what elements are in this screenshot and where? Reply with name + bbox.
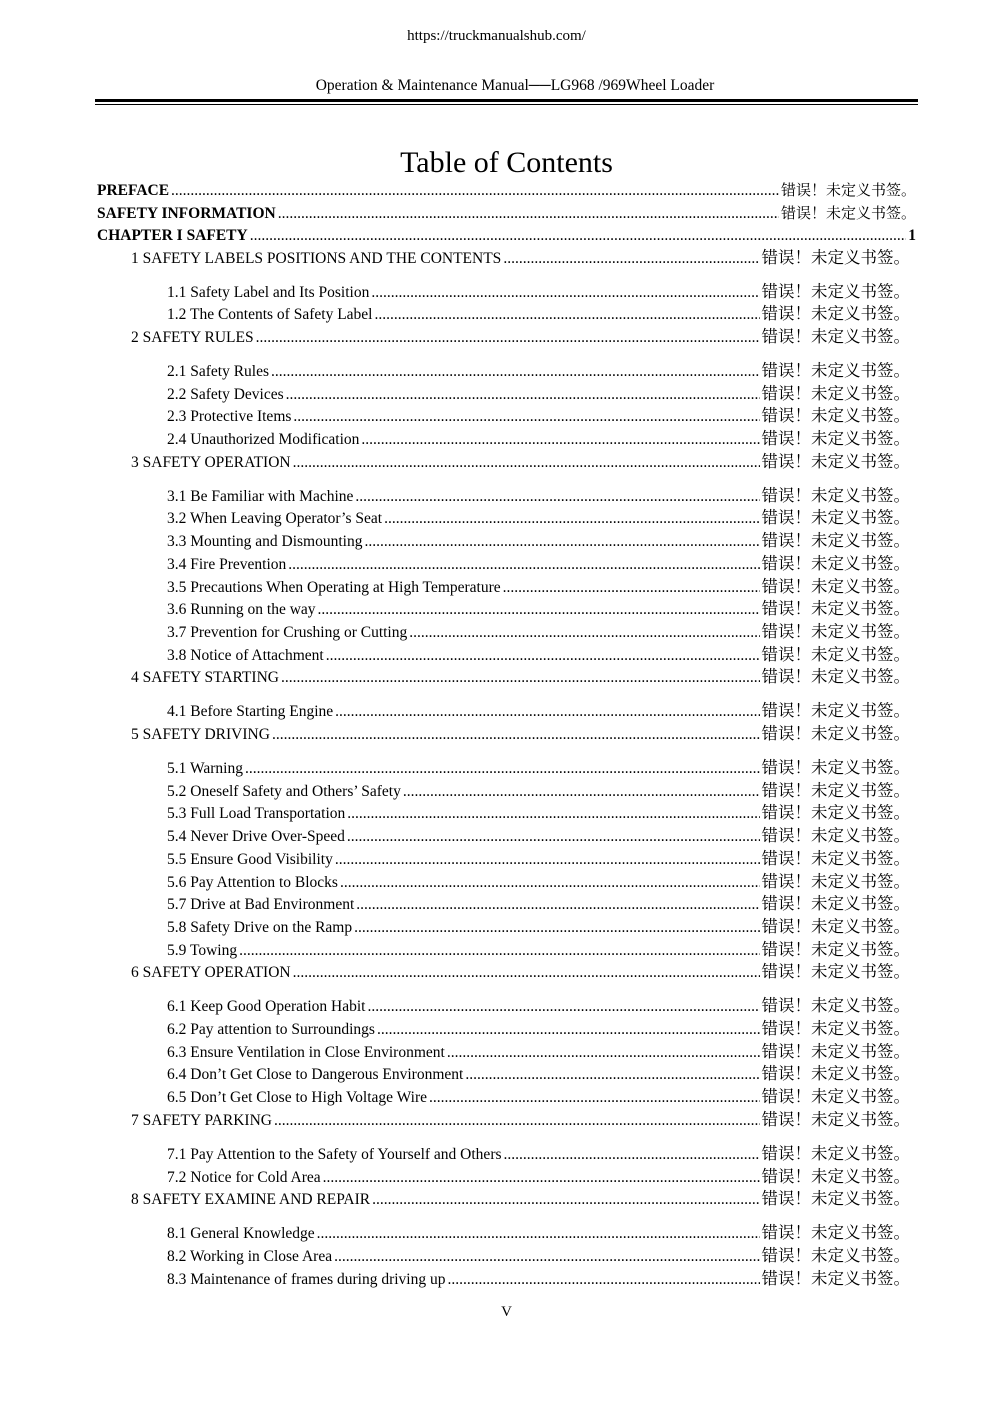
dot-leader — [503, 577, 760, 599]
toc-entry-6-4[interactable] — [167, 1063, 910, 1085]
dot-leader — [326, 645, 760, 667]
toc-entry-page: 错误！未定义书签。 — [761, 996, 910, 1015]
toc-entry-page: 错误！未定义书签。 — [761, 940, 910, 959]
dot-leader — [403, 781, 760, 803]
toc-entry-3-8[interactable] — [167, 644, 910, 666]
toc-entry-page: 错误！未定义书签。 — [761, 406, 910, 425]
toc-entry-section-8[interactable] — [131, 1188, 910, 1210]
dot-leader — [364, 531, 759, 553]
dot-leader — [384, 508, 759, 530]
toc-entry-2-2[interactable] — [167, 383, 910, 405]
toc-entry-label: 5.1 Warning — [167, 760, 243, 777]
toc-entry-6-2[interactable] — [167, 1018, 910, 1040]
toc-entry-label: 6.3 Ensure Ventilation in Close Environment — [167, 1044, 445, 1061]
toc-entry-5-1[interactable] — [167, 757, 910, 779]
toc-entry-5-9[interactable] — [167, 939, 910, 961]
toc-entry-page: 错误！未定义书签。 — [761, 667, 910, 686]
toc-entry-label: 6.4 Don’t Get Close to Dangerous Environment — [167, 1066, 464, 1083]
dot-leader — [504, 1144, 760, 1166]
toc-entry-label: 3.1 Be Familiar with Machine — [167, 488, 354, 505]
toc-entry-label: SAFETY INFORMATION — [97, 205, 276, 222]
dot-leader — [374, 304, 759, 326]
toc-entry-page: 错误！未定义书签。 — [761, 758, 910, 777]
toc-entry-page: 错误！未定义书签。 — [761, 1246, 910, 1265]
dot-leader — [354, 917, 759, 939]
dot-leader — [271, 361, 759, 383]
toc-entry-5-2[interactable] — [167, 780, 910, 802]
dot-leader — [409, 622, 759, 644]
toc-entry-2-1[interactable] — [167, 360, 910, 382]
source-url: https://truckmanualshub.com/ — [407, 28, 586, 44]
toc-entry-5-3[interactable] — [167, 802, 910, 824]
toc-entry-5-5[interactable] — [167, 848, 910, 870]
toc-entry-label: 5.8 Safety Drive on the Ramp — [167, 919, 353, 936]
toc-entry-page: 错误！未定义书签。 — [761, 1042, 910, 1061]
toc-entry-section-6[interactable] — [131, 961, 910, 983]
dot-leader — [274, 1110, 760, 1132]
toc-entry-5-8[interactable] — [167, 916, 910, 938]
toc-entry-5-7[interactable] — [167, 893, 910, 915]
toc-entry-page: 错误！未定义书签。 — [761, 826, 910, 845]
toc-entry-label: 8 SAFETY EXAMINE AND REPAIR — [131, 1191, 371, 1208]
dot-leader — [355, 486, 759, 508]
toc-entry-page: 错误！未定义书签。 — [761, 599, 910, 618]
toc-entry-preface[interactable] — [97, 180, 916, 202]
toc-entry-section-2[interactable] — [131, 326, 910, 348]
toc-entry-3-4[interactable] — [167, 553, 910, 575]
toc-entry-label: 3.4 Fire Prevention — [167, 556, 287, 573]
toc-entry-5-4[interactable] — [167, 825, 910, 847]
toc-entry-label: 3 SAFETY OPERATION — [131, 454, 291, 471]
dot-leader — [293, 962, 760, 984]
toc-entry-label: 4.1 Before Starting Engine — [167, 703, 334, 720]
dot-leader — [340, 872, 760, 894]
toc-entry-label: 6 SAFETY OPERATION — [131, 964, 291, 981]
toc-entry-page: 错误！未定义书签。 — [761, 803, 910, 822]
toc-entry-section-7[interactable] — [131, 1109, 910, 1131]
running-header: Operation & Maintenance Manual──LG968 /969Wheel Loader — [315, 77, 715, 94]
toc-entry-page: 错误！未定义书签。 — [761, 452, 910, 471]
toc-entry-page: 错误！未定义书签。 — [761, 724, 910, 743]
dot-leader — [286, 384, 760, 406]
toc-entry-label: 2.2 Safety Devices — [167, 386, 284, 403]
toc-entry-label: 1.1 Safety Label and Its Position — [167, 284, 370, 301]
dot-leader — [317, 1223, 760, 1245]
toc-entry-page: 错误！未定义书签。 — [761, 645, 910, 664]
toc-entry-label: 6.1 Keep Good Operation Habit — [167, 998, 366, 1015]
toc-entry-2-4[interactable] — [167, 428, 910, 450]
dot-leader — [272, 724, 760, 746]
toc-entry-page: 错误！未定义书签。 — [761, 508, 910, 527]
toc-entry-page: 错误！未定义书签。 — [761, 962, 910, 981]
toc-entry-label: 6.2 Pay attention to Surroundings — [167, 1021, 375, 1038]
dot-leader — [256, 327, 760, 349]
toc-entry-label: 3.6 Running on the way — [167, 601, 316, 618]
toc-entry-8-3[interactable] — [167, 1268, 910, 1290]
toc-entry-label: 3.7 Prevention for Crushing or Cutting — [167, 624, 408, 641]
dot-leader — [361, 429, 759, 451]
dot-leader — [250, 225, 907, 247]
toc-entry-5-6[interactable] — [167, 871, 910, 893]
toc-entry-1-1[interactable] — [167, 281, 910, 303]
toc-entry-label: 7.1 Pay Attention to the Safety of Yourself and Others — [167, 1146, 502, 1163]
dot-leader — [323, 1167, 760, 1189]
toc-entry-chapter-1[interactable] — [97, 225, 916, 247]
toc-entry-page: 错误！未定义书签。 — [761, 1189, 910, 1208]
toc-entry-page: 错误！未定义书签。 — [761, 1019, 910, 1038]
dot-leader — [293, 406, 759, 428]
dot-leader — [335, 701, 759, 723]
dot-leader — [278, 203, 779, 225]
toc-entry-label: 5.6 Pay Attention to Blocks — [167, 874, 338, 891]
dot-leader — [503, 248, 759, 270]
toc-entry-page: 错误！未定义书签。 — [761, 1223, 910, 1242]
toc-entry-page: 错误！未定义书签。 — [780, 183, 916, 199]
dot-leader — [288, 554, 759, 576]
dot-leader — [335, 849, 760, 871]
dot-leader — [347, 826, 760, 848]
toc-entry-3-1[interactable] — [167, 485, 910, 507]
toc-entry-page: 错误！未定义书签。 — [761, 327, 910, 346]
toc-entry-label: 3.3 Mounting and Dismounting — [167, 533, 363, 550]
toc-entry-label: 5.3 Full Load Transportation — [167, 805, 346, 822]
toc-entry-3-3[interactable] — [167, 530, 910, 552]
toc-entry-page: 错误！未定义书签。 — [761, 429, 910, 448]
dot-leader — [356, 894, 759, 916]
toc-entry-label: 5.2 Oneself Safety and Others’ Safety — [167, 783, 401, 800]
toc-entry-page: 错误！未定义书签。 — [780, 206, 916, 222]
toc-entry-safety-information[interactable] — [97, 203, 916, 225]
toc-entry-page: 错误！未定义书签。 — [761, 1269, 910, 1288]
toc-entry-page: 错误！未定义书签。 — [761, 1110, 910, 1129]
header-rule-thin — [95, 104, 918, 105]
toc-entry-label: 5 SAFETY DRIVING — [131, 726, 270, 743]
toc-entry-3-6[interactable] — [167, 598, 910, 620]
toc-entry-label: 5.5 Ensure Good Visibility — [167, 851, 333, 868]
toc-entry-6-3[interactable] — [167, 1041, 910, 1063]
toc-entry-page: 错误！未定义书签。 — [761, 622, 910, 641]
toc-entry-label: 5.9 Towing — [167, 942, 238, 959]
toc-entry-page: 错误！未定义书签。 — [761, 1087, 910, 1106]
toc-entry-label: 5.7 Drive at Bad Environment — [167, 896, 355, 913]
toc-entry-8-1[interactable] — [167, 1222, 910, 1244]
toc-entry-7-2[interactable] — [167, 1166, 910, 1188]
toc-entry-page: 错误！未定义书签。 — [761, 531, 910, 550]
toc-entry-label: 8.3 Maintenance of frames during driving up — [167, 1271, 446, 1288]
toc-entry-page: 错误！未定义书签。 — [761, 894, 910, 913]
toc-entry-page: 错误！未定义书签。 — [761, 554, 910, 573]
dot-leader — [171, 180, 779, 202]
toc-entry-label: 5.4 Never Drive Over-Speed — [167, 828, 345, 845]
dot-leader — [377, 1019, 760, 1041]
dot-leader — [429, 1087, 760, 1109]
toc-entry-8-2[interactable] — [167, 1245, 910, 1267]
toc-entry-label: CHAPTER I SAFETY — [97, 227, 248, 244]
toc-entry-page: 错误！未定义书签。 — [761, 701, 910, 720]
toc-entry-label: 6.5 Don’t Get Close to High Voltage Wire — [167, 1089, 427, 1106]
toc-entry-6-5[interactable] — [167, 1086, 910, 1108]
toc-entry-4-1[interactable] — [167, 700, 910, 722]
dot-leader — [334, 1246, 759, 1268]
toc-entry-page: 1 — [908, 227, 916, 244]
toc-entry-label: 2 SAFETY RULES — [131, 329, 254, 346]
dot-leader — [318, 599, 760, 621]
toc-entry-page: 错误！未定义书签。 — [761, 1064, 910, 1083]
toc-entry-section-4[interactable] — [131, 666, 910, 688]
toc-entry-page: 错误！未定义书签。 — [761, 248, 910, 267]
toc-entry-page: 错误！未定义书签。 — [761, 486, 910, 505]
toc-entry-page: 错误！未定义书签。 — [761, 917, 910, 936]
dot-leader — [371, 282, 759, 304]
toc-entry-label: 3.2 When Leaving Operator’s Seat — [167, 510, 383, 527]
dot-leader — [293, 452, 760, 474]
toc-entry-section-5[interactable] — [131, 723, 910, 745]
dot-leader — [447, 1042, 760, 1064]
toc-entry-label: 2.3 Protective Items — [167, 408, 292, 425]
toc-entry-3-7[interactable] — [167, 621, 910, 643]
toc-entry-label: 7 SAFETY PARKING — [131, 1112, 272, 1129]
toc-entry-label: 3.5 Precautions When Operating at High Temperature — [167, 579, 501, 596]
dot-leader — [239, 940, 759, 962]
toc-entry-page: 错误！未定义书签。 — [761, 304, 910, 323]
dot-leader — [367, 996, 759, 1018]
toc-entry-label: 7.2 Notice for Cold Area — [167, 1169, 321, 1186]
header-rule-thick — [95, 99, 918, 102]
dot-leader — [465, 1064, 759, 1086]
dot-leader — [347, 803, 759, 825]
toc-entry-page: 错误！未定义书签。 — [761, 1167, 910, 1186]
toc-title: Table of Contents — [400, 146, 613, 179]
dot-leader — [245, 758, 760, 780]
page-number: V — [501, 1304, 512, 1320]
toc-entry-1-2[interactable] — [167, 303, 910, 325]
toc-entry-label: 4 SAFETY STARTING — [131, 669, 279, 686]
dot-leader — [372, 1189, 759, 1211]
toc-entry-page: 错误！未定义书签。 — [761, 282, 910, 301]
toc-entry-section-3[interactable] — [131, 451, 910, 473]
toc-entry-page: 错误！未定义书签。 — [761, 849, 910, 868]
toc-entry-label: 3.8 Notice of Attachment — [167, 647, 324, 664]
toc-entry-6-1[interactable] — [167, 995, 910, 1017]
toc-entry-label: 1.2 The Contents of Safety Label — [167, 306, 373, 323]
toc-entry-label: 1 SAFETY LABELS POSITIONS AND THE CONTENTS — [131, 250, 502, 267]
dot-leader — [448, 1269, 760, 1291]
toc-entry-label: PREFACE — [97, 182, 170, 199]
toc-entry-label: 8.2 Working in Close Area — [167, 1248, 333, 1265]
toc-entry-page: 错误！未定义书签。 — [761, 384, 910, 403]
toc-entry-2-3[interactable] — [167, 405, 910, 427]
toc-entry-3-2[interactable] — [167, 507, 910, 529]
toc-entry-page: 错误！未定义书签。 — [761, 361, 910, 380]
toc-entry-section-1[interactable] — [131, 247, 910, 269]
toc-entry-page: 错误！未定义书签。 — [761, 1144, 910, 1163]
toc-entry-label: 8.1 General Knowledge — [167, 1225, 315, 1242]
toc-entry-7-1[interactable] — [167, 1143, 910, 1165]
toc-entry-label: 2.4 Unauthorized Modification — [167, 431, 360, 448]
toc-entry-page: 错误！未定义书签。 — [761, 872, 910, 891]
dot-leader — [281, 667, 760, 689]
toc-entry-label: 2.1 Safety Rules — [167, 363, 270, 380]
toc-entry-3-5[interactable] — [167, 576, 910, 598]
toc-entry-page: 错误！未定义书签。 — [761, 577, 910, 596]
toc-entry-page: 错误！未定义书签。 — [761, 781, 910, 800]
